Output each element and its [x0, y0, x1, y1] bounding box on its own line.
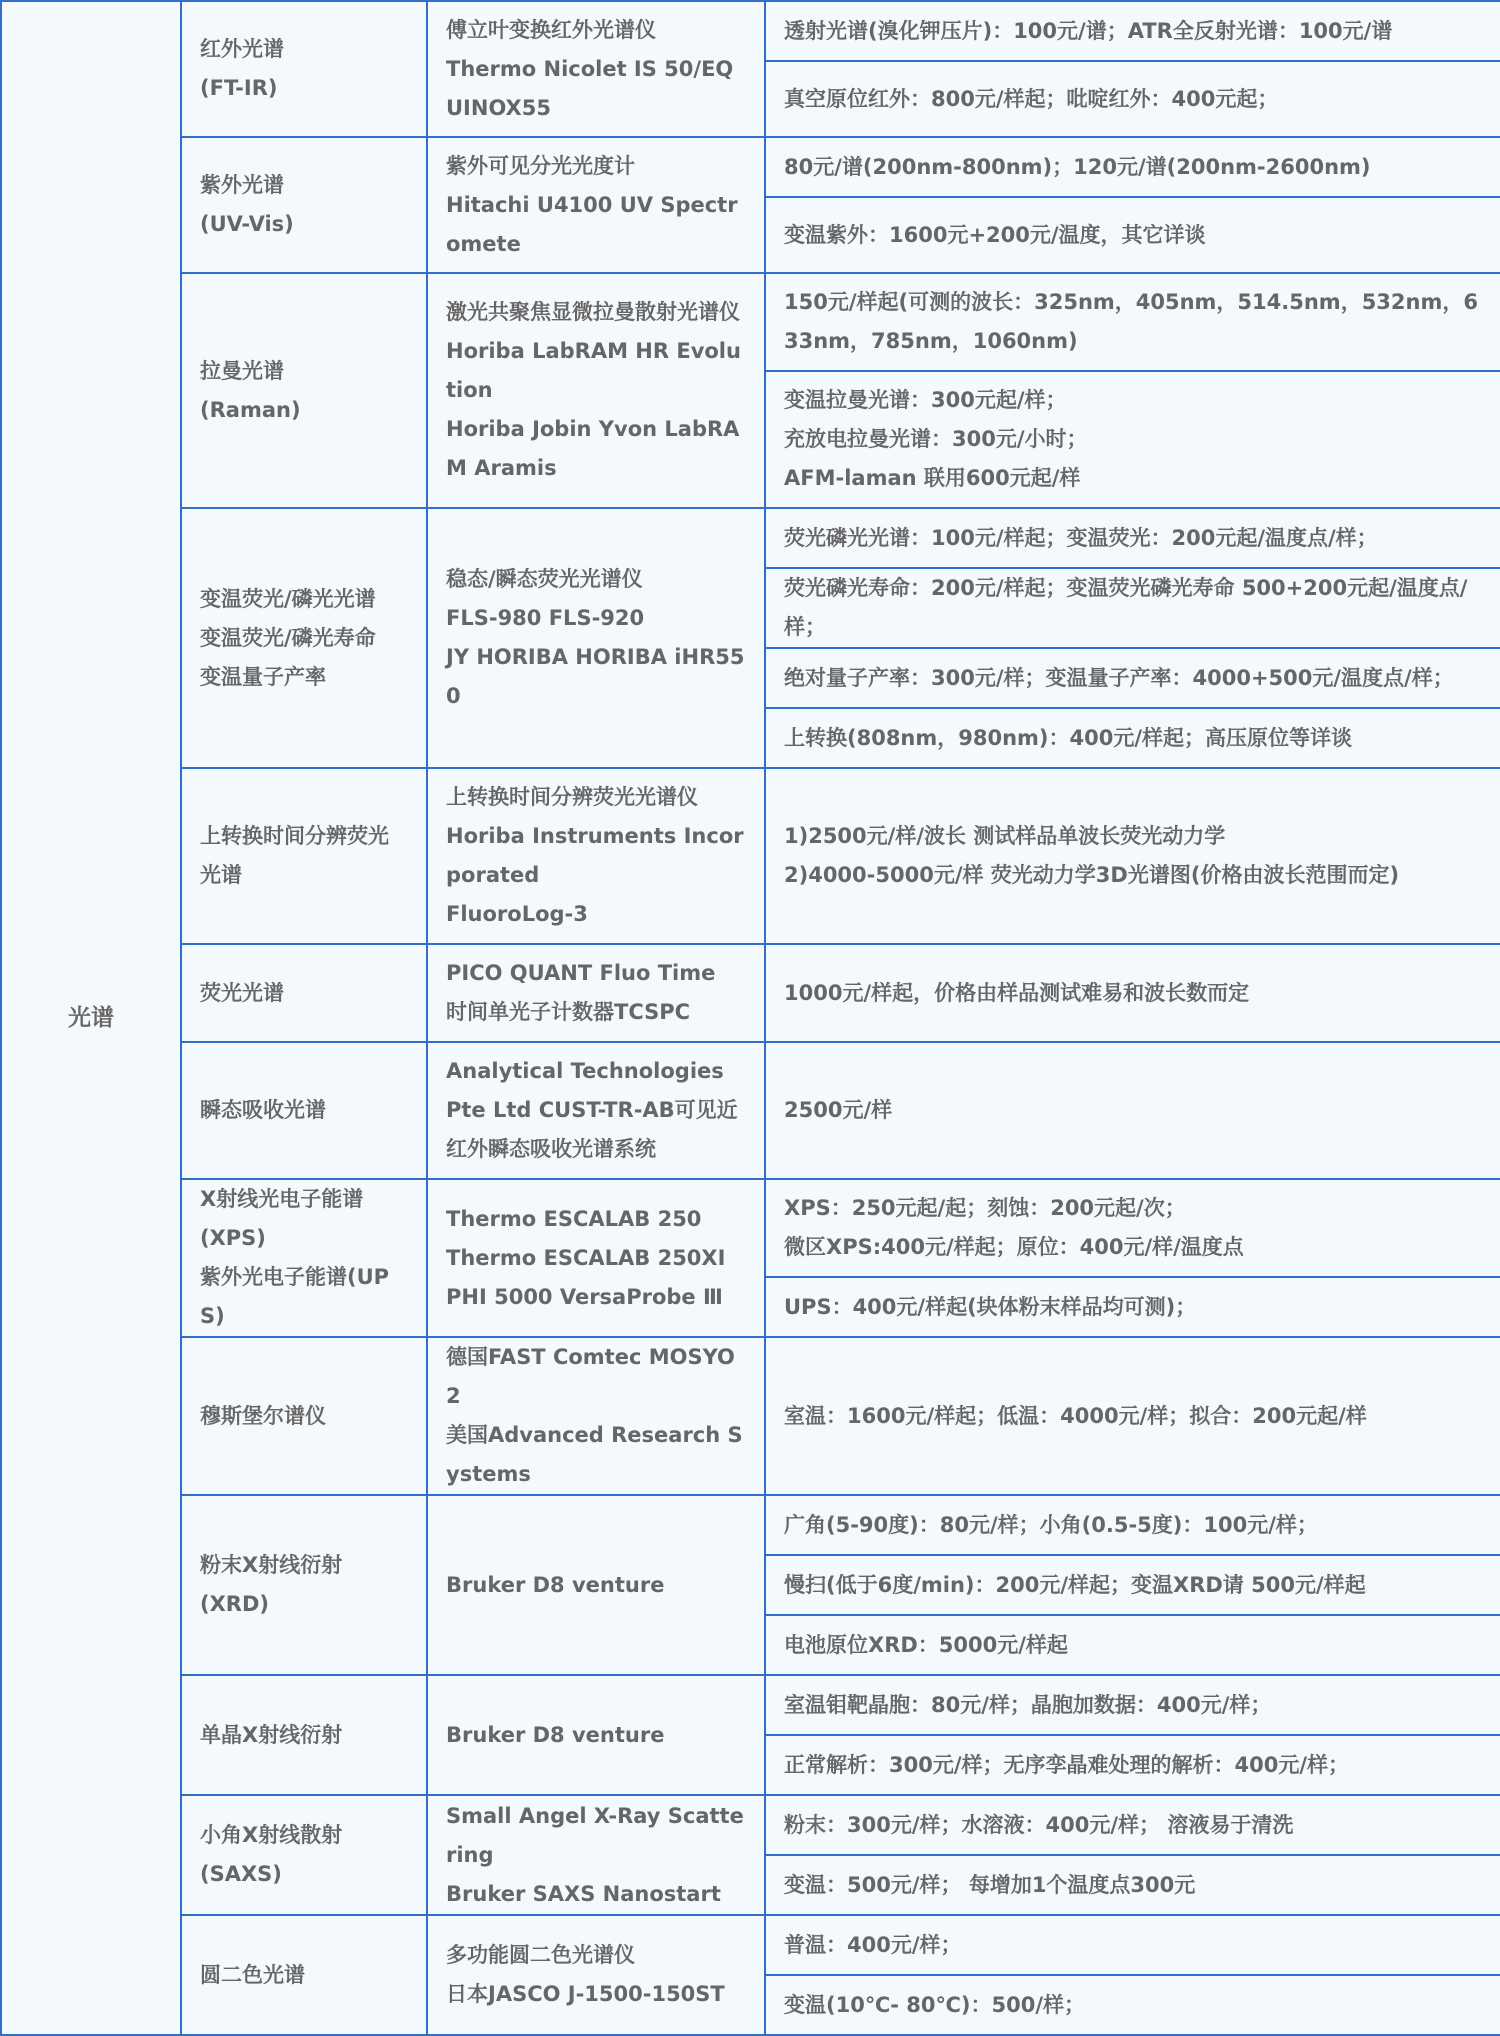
table-row [1, 944, 1500, 1042]
price-cell: 荧光磷光光谱：100元/样起；变温荧光：200元起/温度点/样； [765, 508, 1500, 568]
price-cell: 荧光磷光寿命：200元/样起；变温荧光磷光寿命 500+200元起/温度点/样； [765, 568, 1500, 648]
price-cell: 变温拉曼光谱：300元起/样； 充放电拉曼光谱：300元/小时； AFM-laman 联用600元起/样 [765, 371, 1500, 508]
item-name-cell: 上转换时间分辨荧光光谱 [181, 768, 427, 944]
price-cell: XPS：250元起/起；刻蚀：200元起/次； 微区XPS:400元/样起；原位：400元/样/温度点 [765, 1179, 1500, 1277]
price-cell: 正常解析：300元/样；无序孪晶难处理的解析：400元/样； [765, 1735, 1500, 1795]
instrument-cell: 上转换时间分辨荧光光谱仪 Horiba Instruments Incorporated FluoroLog-3 [427, 768, 765, 944]
price-cell: 透射光谱(溴化钾压片)：100元/谱；ATR全反射光谱：100元/谱 [765, 1, 1500, 61]
table-row [1, 1042, 1500, 1179]
price-cell: 室温：1600元/样起；低温：4000元/样；拟合：200元起/样 [765, 1337, 1500, 1495]
price-cell: 变温(10℃- 80℃)：500/样； [765, 1975, 1500, 2035]
price-table-body [1, 1, 1500, 2035]
instrument-cell: 傅立叶变换红外光谱仪 Thermo Nicolet IS 50/EQUINOX55 [427, 1, 765, 137]
price-cell: 粉末：300元/样；水溶液：400元/样； 溶液易于清洗 [765, 1795, 1500, 1855]
table-row [1, 137, 1500, 197]
price-cell: 室温钼靶晶胞：80元/样；晶胞加数据：400元/样； [765, 1675, 1500, 1735]
item-name-cell: 瞬态吸收光谱 [181, 1042, 427, 1179]
instrument-cell: Analytical Technologies Pte Ltd CUST-TR-AB可见近红外瞬态吸收光谱系统 [427, 1042, 765, 1179]
item-name-cell: 荧光光谱 [181, 944, 427, 1042]
price-cell: 电池原位XRD：5000元/样起 [765, 1615, 1500, 1675]
price-cell: UPS：400元/样起(块体粉末样品均可测)； [765, 1277, 1500, 1337]
category-cell: 光谱 [1, 1, 181, 2035]
table-row [1, 1675, 1500, 1735]
instrument-cell: Thermo ESCALAB 250 Thermo ESCALAB 250XI PHI 5000 VersaProbe Ⅲ [427, 1179, 765, 1337]
instrument-cell: 激光共聚焦显微拉曼散射光谱仪 Horiba LabRAM HR Evolution Horiba Jobin Yvon LabRAM Aramis [427, 273, 765, 508]
price-cell: 真空原位红外：800元/样起；吡啶红外：400元起； [765, 61, 1500, 137]
instrument-cell: Small Angel X-Ray Scattering Bruker SAXS Nanostart [427, 1795, 765, 1915]
table-row [1, 1179, 1500, 1277]
price-cell: 绝对量子产率：300元/样；变温量子产率：4000+500元/温度点/样； [765, 648, 1500, 708]
table-row [1, 768, 1500, 944]
price-cell: 慢扫(低于6度/min)：200元/样起；变温XRD请 500元/样起 [765, 1555, 1500, 1615]
item-name-cell: 粉末X射线衍射 (XRD) [181, 1495, 427, 1675]
price-cell: 上转换(808nm，980nm)：400元/样起；高压原位等详谈 [765, 708, 1500, 768]
table-row [1, 1795, 1500, 1855]
table-row [1, 1, 1500, 61]
item-name-cell: 穆斯堡尔谱仪 [181, 1337, 427, 1495]
price-cell: 变温：500元/样； 每增加1个温度点300元 [765, 1855, 1500, 1915]
instrument-cell: 多功能圆二色光谱仪 日本JASCO J-1500-150ST [427, 1915, 765, 2035]
price-cell: 普温：400元/样； [765, 1915, 1500, 1975]
price-cell: 广角(5-90度)：80元/样；小角(0.5-5度)：100元/样； [765, 1495, 1500, 1555]
table-row [1, 1495, 1500, 1555]
instrument-cell: 德国FAST Comtec MOSYO2 美国Advanced Research Systems [427, 1337, 765, 1495]
table-row [1, 1915, 1500, 1975]
instrument-cell: Bruker D8 venture [427, 1495, 765, 1675]
table-row [1, 508, 1500, 568]
item-name-cell: 单晶X射线衍射 [181, 1675, 427, 1795]
price-cell: 1000元/样起，价格由样品测试难易和波长数而定 [765, 944, 1500, 1042]
price-cell: 1)2500元/样/波长 测试样品单波长荧光动力学 2)4000-5000元/样 荧光动力学3D光谱图(价格由波长范围而定) [765, 768, 1500, 944]
instrument-cell: 紫外可见分光光度计 Hitachi U4100 UV Spectromete [427, 137, 765, 273]
item-name-cell: 变温荧光/磷光光谱 变温荧光/磷光寿命 变温量子产率 [181, 508, 427, 768]
price-cell: 变温紫外：1600元+200元/温度，其它详谈 [765, 197, 1500, 273]
item-name-cell: X射线光电子能谱 (XPS) 紫外光电子能谱(UPS) [181, 1179, 427, 1337]
price-cell: 80元/谱(200nm-800nm)；120元/谱(200nm-2600nm) [765, 137, 1500, 197]
item-name-cell: 红外光谱 (FT-IR) [181, 1, 427, 137]
table-row [1, 273, 1500, 371]
price-cell: 2500元/样 [765, 1042, 1500, 1179]
instrument-cell: PICO QUANT Fluo Time 时间单光子计数器TCSPC [427, 944, 765, 1042]
item-name-cell: 圆二色光谱 [181, 1915, 427, 2035]
instrument-cell: 稳态/瞬态荧光光谱仪 FLS-980 FLS-920 JY HORIBA HORIBA iHR550 [427, 508, 765, 768]
item-name-cell: 小角X射线散射 (SAXS) [181, 1795, 427, 1915]
table-row [1, 1337, 1500, 1495]
item-name-cell: 紫外光谱 (UV-Vis) [181, 137, 427, 273]
item-name-cell: 拉曼光谱 (Raman) [181, 273, 427, 508]
instrument-cell: Bruker D8 venture [427, 1675, 765, 1795]
price-cell: 150元/样起(可测的波长：325nm，405nm，514.5nm，532nm，633nm，785nm，1060nm) [765, 273, 1500, 371]
